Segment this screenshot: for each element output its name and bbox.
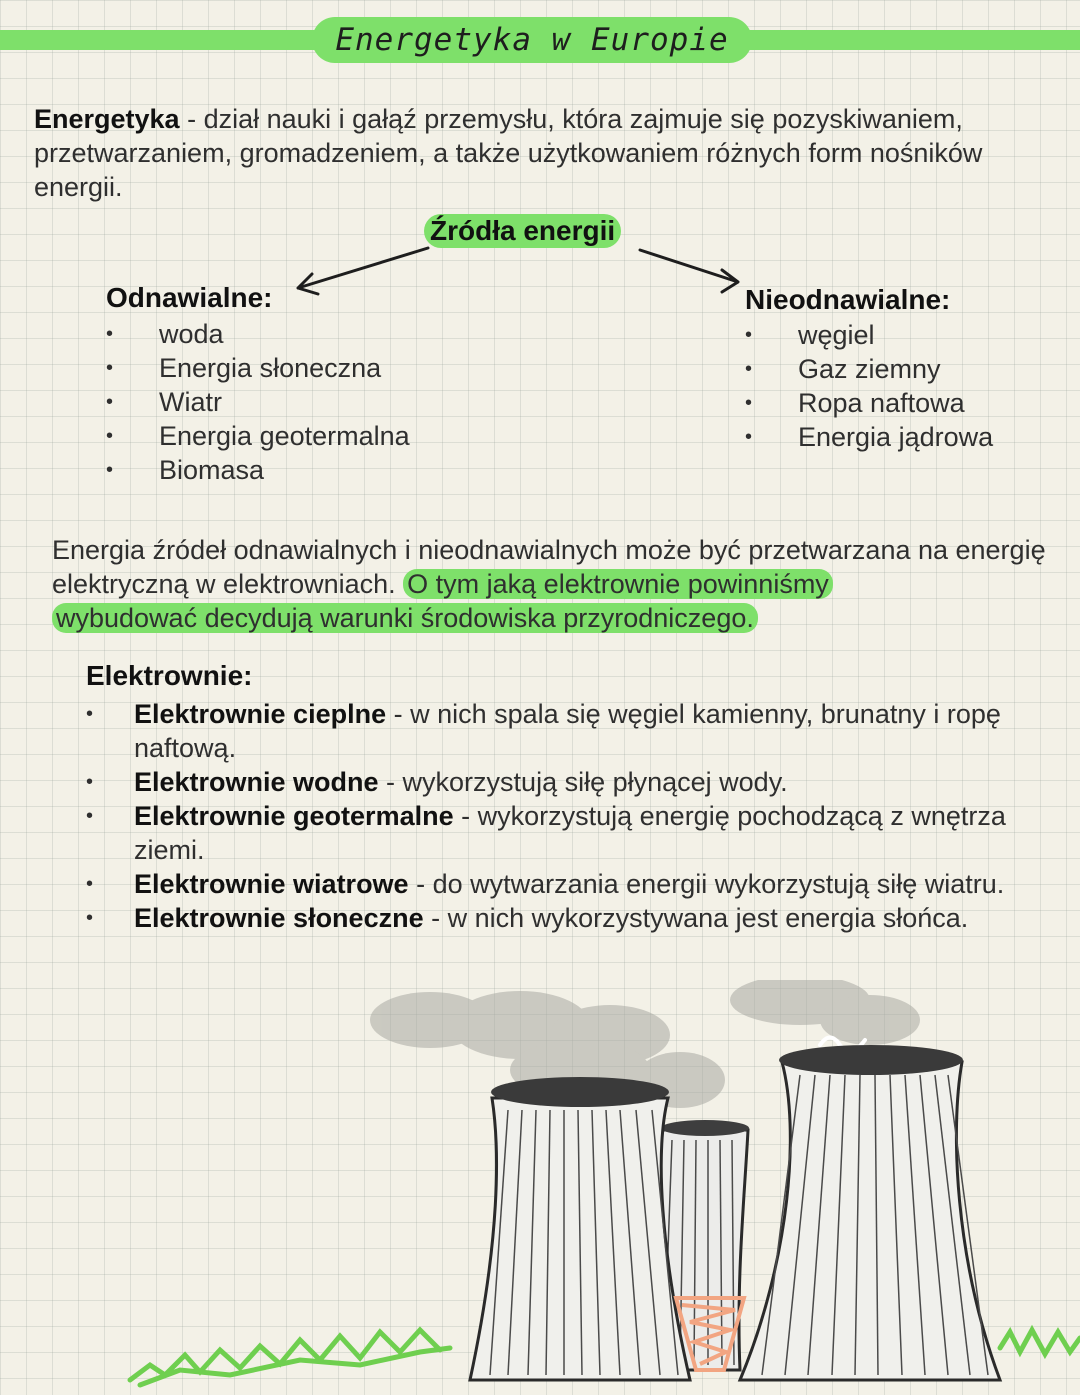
plant-desc: - wykorzystują energię pochodzącą z wnętrza ziemi. bbox=[134, 801, 1006, 865]
plant-name: Elektrownie wiatrowe bbox=[134, 869, 409, 899]
list-item: • węgiel bbox=[745, 318, 993, 352]
list-item bbox=[86, 901, 1026, 935]
nonrenewable-heading: Nieodnawialne: bbox=[745, 284, 951, 315]
power-plants-heading: Elektrownie: bbox=[86, 660, 253, 691]
list-item: • Energia jądrowa bbox=[745, 420, 993, 454]
conversion-paragraph bbox=[52, 533, 1052, 635]
page-title: Energetyka w Europie bbox=[335, 22, 729, 58]
plant-desc: - do wytwarzania energii wykorzystują siłę wiatru. bbox=[408, 869, 1005, 899]
list-item: • woda bbox=[106, 317, 410, 351]
highlighted-text: O tym jaką elektrownie powinniśmy bbox=[403, 569, 833, 599]
list-item: • Energia słoneczna bbox=[106, 351, 410, 385]
highlighted-text: wybudować decydują warunki środowiska przyrodniczego. bbox=[52, 603, 758, 633]
plant-desc: - w nich spala się węgiel kamienny, brunatny i ropę naftową. bbox=[134, 699, 1001, 763]
list-item: • Ropa naftowa bbox=[745, 386, 993, 420]
arrow-right bbox=[640, 250, 738, 292]
list-item bbox=[86, 765, 1026, 799]
right-cooling-tower bbox=[740, 1045, 1000, 1380]
plant-name: Elektrownie słoneczne bbox=[134, 903, 424, 933]
sources-title: Źródła energii bbox=[424, 214, 621, 248]
intro-text: - dział nauki i gałąź przemysłu, która zajmuje się pozyskiwaniem, przetwarzaniem, gromadzeniem, a także użytkowaniem różnych form nośników energii. bbox=[34, 104, 983, 202]
plant-desc: - wykorzystują siłę płynącej wody. bbox=[378, 767, 788, 797]
nonrenewable-column bbox=[745, 284, 993, 454]
list-item: • Biomasa bbox=[106, 453, 410, 487]
plant-name: Elektrownie geotermalne bbox=[134, 801, 454, 831]
left-cooling-tower bbox=[470, 1077, 690, 1380]
list-item: • Gaz ziemny bbox=[745, 352, 993, 386]
cooling-towers-illustration bbox=[0, 980, 1080, 1395]
list-item bbox=[86, 867, 1026, 901]
list-item: • Wiatr bbox=[106, 385, 410, 419]
list-item: • Energia geotermalna bbox=[106, 419, 410, 453]
list-item bbox=[86, 697, 1026, 765]
intro-term: Energetyka bbox=[34, 104, 180, 134]
renewable-column bbox=[106, 282, 410, 487]
plant-desc: - w nich wykorzystywana jest energia słońca. bbox=[423, 903, 969, 933]
plant-name: Elektrownie wodne bbox=[134, 767, 379, 797]
plant-name: Elektrownie cieplne bbox=[134, 699, 387, 729]
conversion-text: Energia źródeł odnawialnych i nieodnawialnych może być przetwarzana na energię elektryczną w elektrowniach. bbox=[52, 535, 1046, 599]
power-plants-list bbox=[86, 697, 1026, 935]
list-item bbox=[86, 799, 1026, 867]
renewable-heading: Odnawialne: bbox=[106, 282, 273, 313]
